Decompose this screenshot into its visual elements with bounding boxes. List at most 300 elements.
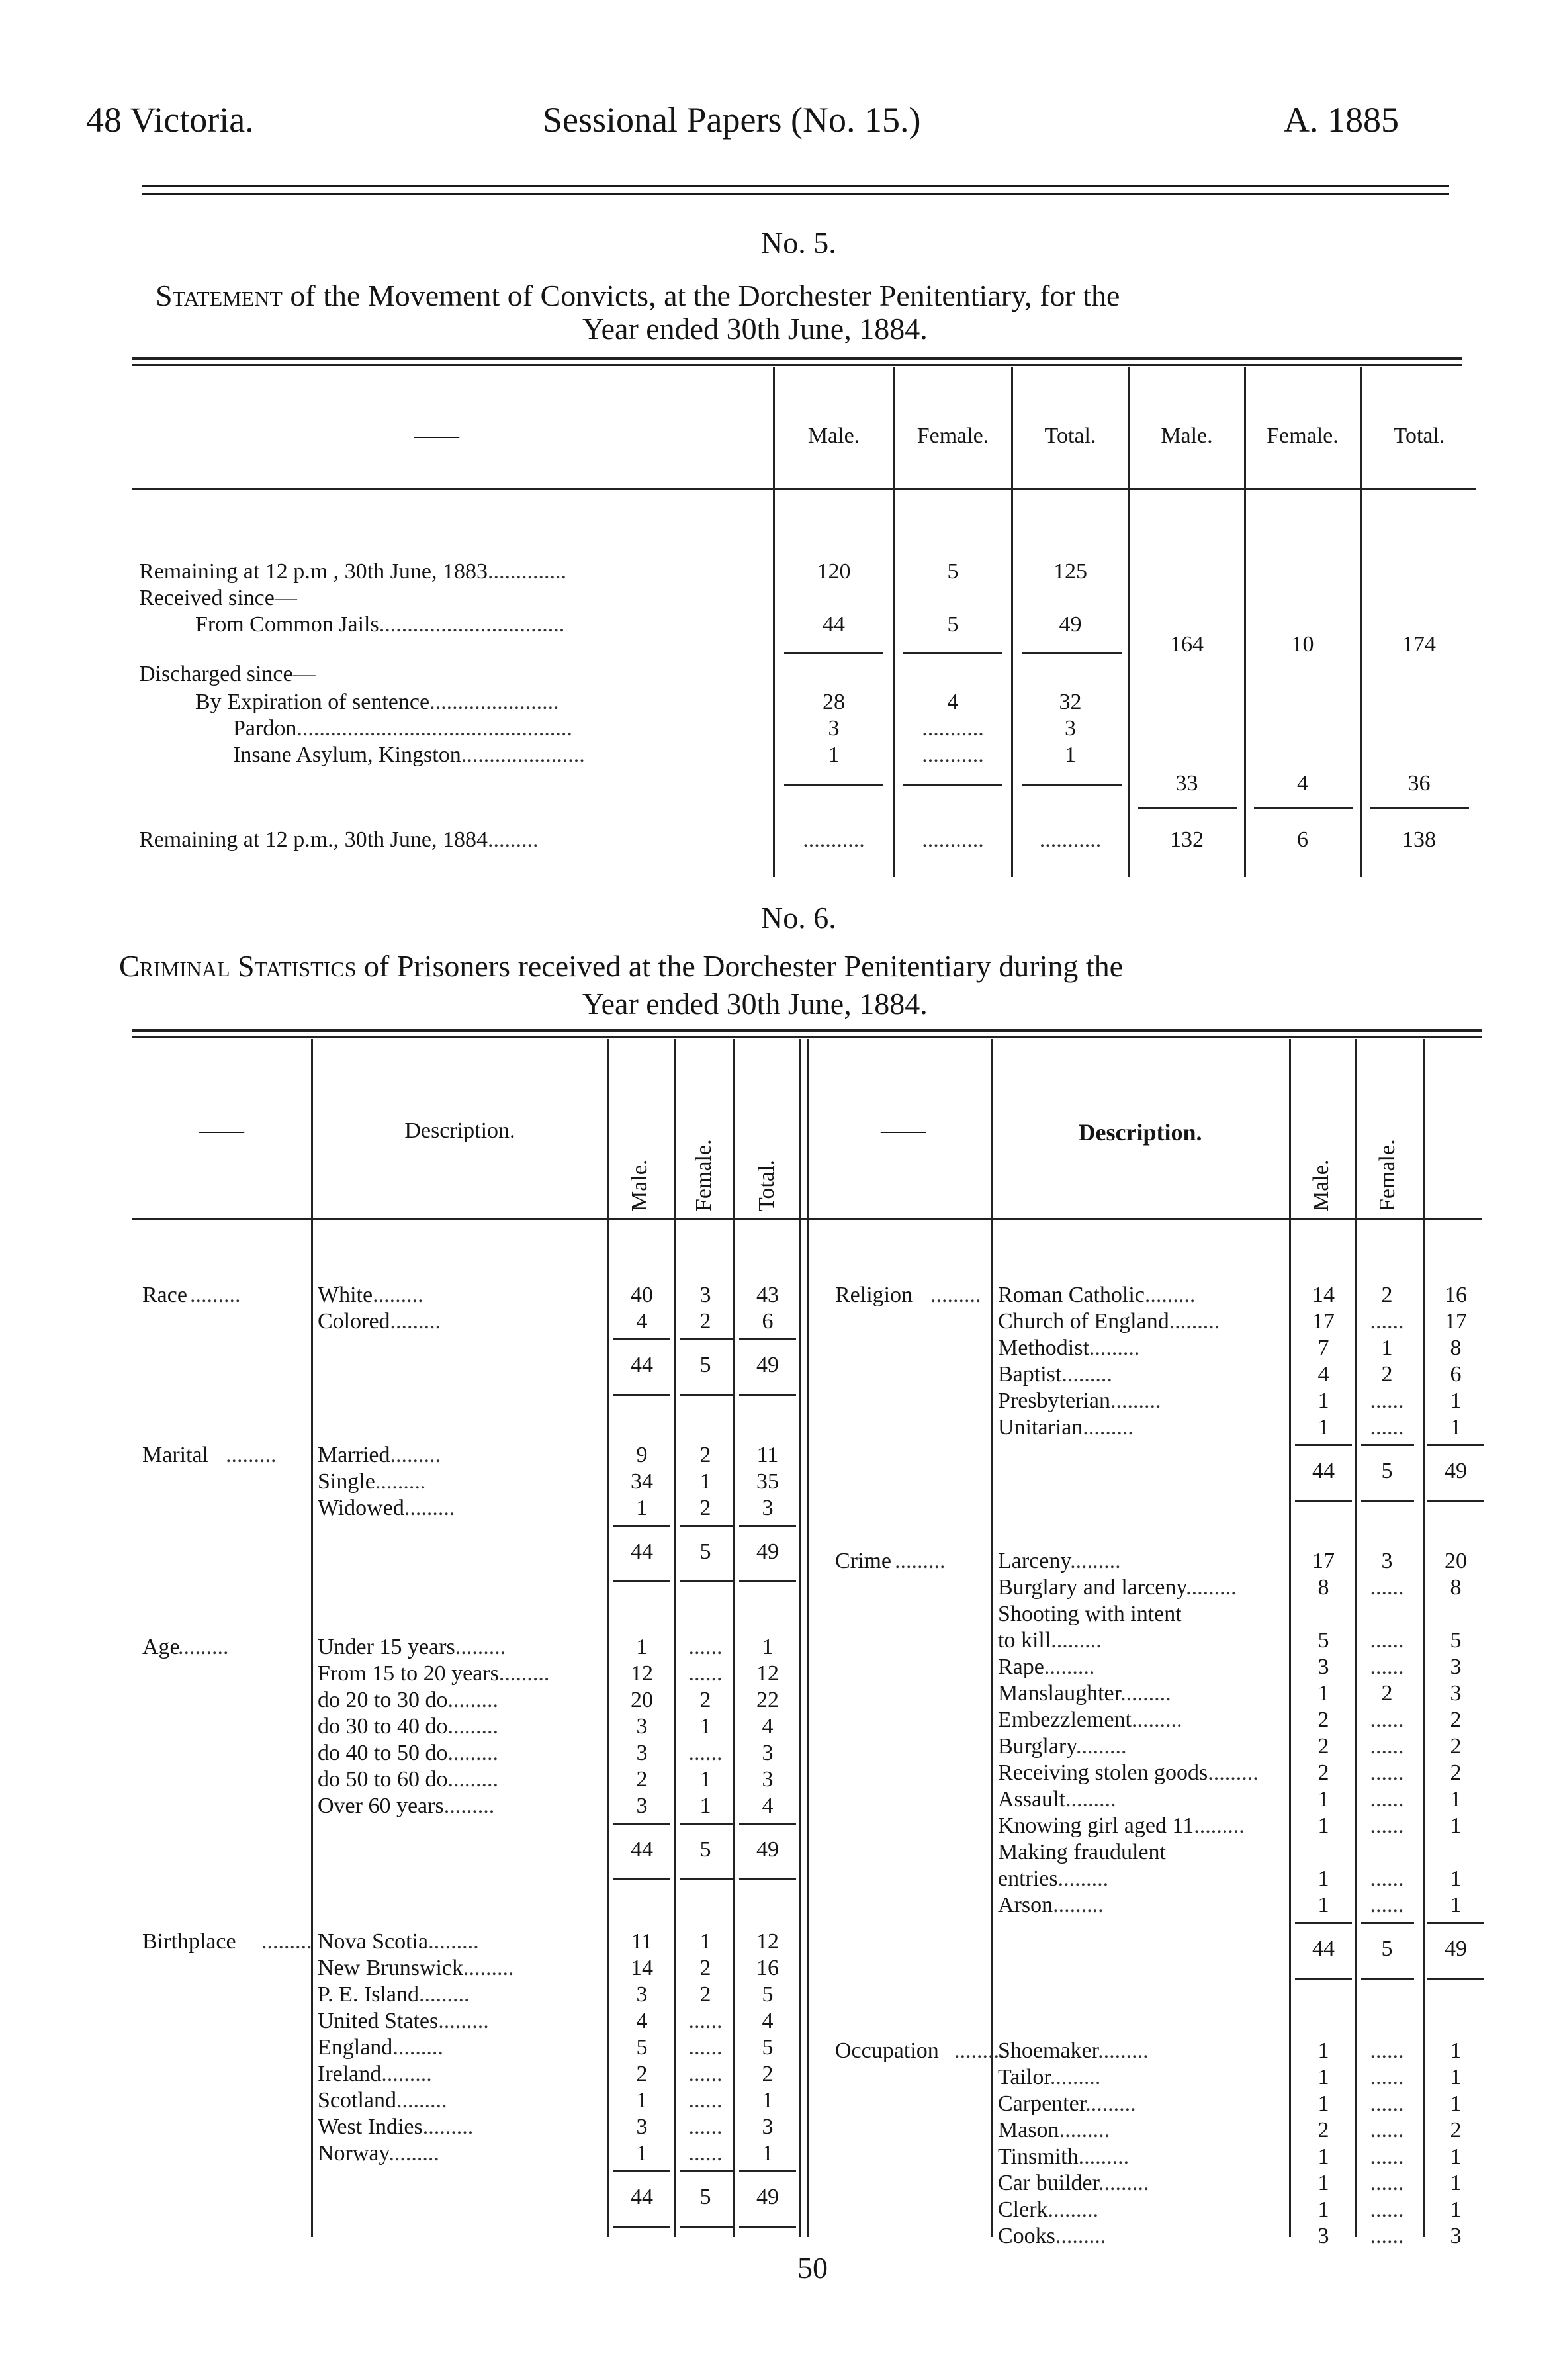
- table5-title: [156, 278, 1120, 313]
- total-rule: [680, 1580, 733, 1582]
- total-rule: [1295, 1500, 1352, 1502]
- t6-cell-female: 2: [1381, 1681, 1393, 1706]
- t6-cell-male: 1: [1317, 1813, 1329, 1838]
- t6-cell-total: 22: [756, 1688, 779, 1712]
- total-rule: [739, 1338, 796, 1340]
- t6-row-leader: .........: [463, 1956, 514, 1980]
- t5-cell-empty: ...........: [922, 716, 984, 741]
- t6-header-rule: [132, 1218, 1482, 1220]
- t6-row-description: Widowed: [318, 1496, 404, 1520]
- header-right: A. 1885: [1284, 100, 1399, 140]
- table5-top-rule: [132, 357, 1462, 360]
- t6-row-leader: .........: [1049, 2065, 1101, 2089]
- t5-row-common-jails: From Common Jails.................................: [195, 612, 565, 637]
- t6-age-row: [318, 1635, 506, 1660]
- t6-row-description: Ireland: [318, 2062, 382, 2086]
- t6-cell-empty: ......: [1370, 1309, 1404, 1334]
- t5-rule: [784, 784, 883, 786]
- t6-col-total-left: Total.: [754, 1160, 779, 1211]
- t6-row-leader: .........: [1098, 2171, 1149, 2195]
- t6-occupation-row: [998, 2038, 1149, 2064]
- t6-col-description-left: Description.: [404, 1119, 515, 1143]
- t6-row-leader: .........: [373, 1283, 423, 1307]
- t6-cell-male: 12: [631, 1661, 653, 1686]
- t5-cell: 3: [828, 716, 840, 741]
- t6-race-row: [318, 1283, 423, 1308]
- t6-birthplace-row: [318, 1929, 479, 1954]
- t6-row-description: Shooting with intent: [998, 1602, 1182, 1626]
- t6-marital-label: Marital: [142, 1443, 209, 1467]
- t6-crime-row: [998, 1734, 1127, 1759]
- t6-col-dash-left: ——: [199, 1119, 244, 1143]
- t6-cell-empty: ......: [1370, 1415, 1404, 1440]
- t6-row-description: to kill: [998, 1628, 1051, 1653]
- t6-religion-row: [998, 1415, 1134, 1440]
- t6-row-description: Knowing girl aged 11: [998, 1813, 1194, 1838]
- t6-cell-total: 8: [1450, 1336, 1462, 1360]
- t6-cell-total: 43: [756, 1283, 779, 1307]
- t6-cell-total: 6: [762, 1309, 774, 1334]
- total-rule: [739, 2226, 796, 2228]
- t6-cell-male: 17: [1312, 1549, 1335, 1573]
- total-rule: [739, 1823, 796, 1825]
- t5-cell: 4: [947, 690, 959, 714]
- total-rule: [680, 2170, 733, 2172]
- t6-col-description-right: Description.: [1078, 1119, 1202, 1146]
- t6-row-description: Assault: [998, 1787, 1065, 1811]
- t6-cell-empty: ......: [1370, 1628, 1404, 1653]
- t6-birthplace-row: [318, 2009, 489, 2034]
- header-center: Sessional Papers (No. 15.): [543, 100, 921, 140]
- t6-cell-total: 2: [762, 2062, 774, 2086]
- t6-row-leader: .........: [1186, 1575, 1237, 1600]
- t5-cell-empty: ...........: [922, 743, 984, 767]
- t5-rule: [903, 784, 1002, 786]
- t6-cell-female: 2: [699, 1443, 711, 1467]
- t6-cell-male: 1: [1317, 2144, 1329, 2169]
- t5-cell: 5: [947, 559, 959, 584]
- t6-cell-empty: ......: [1370, 2224, 1404, 2248]
- t6-cell-total: 3: [762, 1741, 774, 1765]
- t6-cell-total: 12: [756, 1929, 779, 1954]
- t6-row-leader: .........: [1053, 1893, 1104, 1917]
- t5-sum1-female: 10: [1291, 632, 1314, 657]
- t6-row-leader: .........: [396, 2088, 447, 2113]
- t6-row-leader: .........: [1044, 1655, 1095, 1679]
- t6-religion-row: [998, 1309, 1220, 1334]
- t5-cell: 28: [823, 690, 845, 714]
- t6-cell-total: 2: [1450, 2118, 1462, 2142]
- t6-cell-male: 2: [1317, 1761, 1329, 1785]
- table5-number: No. 5.: [761, 226, 836, 259]
- t6-cell-male: 4: [636, 1309, 648, 1334]
- t6-birthplace-row: [318, 1956, 514, 1981]
- t6-cell-male: 8: [1317, 1575, 1329, 1600]
- total-rule: [739, 1878, 796, 1880]
- t6-total-female: 5: [699, 1353, 711, 1377]
- t6-total-male: 44: [1312, 1459, 1335, 1483]
- t6-cell-empty: ......: [688, 2141, 723, 2166]
- table5-top-rule-2: [132, 364, 1462, 366]
- t5-cell-empty: ...........: [922, 827, 984, 852]
- t6-occupation-row: [998, 2144, 1129, 2170]
- t6-cell-female: 2: [699, 1309, 711, 1334]
- t5-col-total-2: Total.: [1393, 424, 1445, 448]
- t6-cell-total: 2: [1450, 1761, 1462, 1785]
- t6-crime-row: [998, 1866, 1108, 1892]
- t6-cell-male: 3: [1317, 1655, 1329, 1679]
- t6-col-dash-right: ——: [881, 1119, 926, 1143]
- t6-cell-empty: ......: [688, 2088, 723, 2113]
- t6-cell-male: 1: [1317, 2091, 1329, 2116]
- t5-cell: 3: [1065, 716, 1076, 741]
- total-rule: [680, 1394, 733, 1396]
- table6-title-line2: Year ended 30th June, 1884.: [582, 987, 928, 1021]
- t6-birthplace-row: [318, 2141, 439, 2166]
- t6-row-leader: .........: [390, 1309, 441, 1334]
- t6-occupation-row: [998, 2118, 1110, 2143]
- t6-total-total: 49: [1445, 1937, 1467, 1961]
- t6-cell-total: 1: [1450, 2038, 1462, 2063]
- t6-row-description: Tailor: [998, 2065, 1050, 2089]
- total-rule: [613, 2226, 670, 2228]
- table5-title-rest: of the Movement of Convicts, at the Dorchester Penitentiary, for the: [290, 279, 1120, 312]
- t6-row-description: Car builder: [998, 2171, 1099, 2195]
- t6-crime-row: [998, 1813, 1245, 1839]
- t6-crime-row: [998, 1761, 1259, 1786]
- t6-row-leader: .........: [443, 1794, 495, 1818]
- t6-total-female: 5: [1381, 1459, 1393, 1483]
- total-rule: [1361, 1978, 1414, 1980]
- t6-age-label: Age: [142, 1635, 180, 1659]
- t6-row-description: Under 15 years: [318, 1635, 455, 1659]
- t6-total-total: 49: [756, 1837, 779, 1862]
- t6-cell-total: 4: [762, 1794, 774, 1818]
- t5-row-remaining-1884: Remaining at 12 p.m., 30th June, 1884.........: [139, 827, 539, 852]
- t6-row-leader: .........: [498, 1661, 550, 1686]
- t6-cell-female: 1: [699, 1469, 711, 1494]
- t6-col-female-left: Female.: [691, 1139, 716, 1211]
- t6-cell-male: 1: [1317, 1893, 1329, 1917]
- t6-row-description: England: [318, 2035, 393, 2060]
- t6-cell-total: 3: [762, 1767, 774, 1792]
- t6-cell-total: 3: [1450, 2224, 1462, 2248]
- t6-cell-total: 2: [1450, 1708, 1462, 1732]
- t6-cell-total: 1: [1450, 2197, 1462, 2222]
- t6-age-row: [318, 1741, 498, 1766]
- t6-cell-male: 2: [1317, 1734, 1329, 1759]
- t6-cell-total: 1: [762, 2088, 774, 2113]
- table6-number: No. 6.: [761, 901, 836, 935]
- total-rule: [680, 1338, 733, 1340]
- t5-cell: 32: [1059, 690, 1082, 714]
- t5-col-male-2: Male.: [1161, 424, 1213, 448]
- t6-row-leader: .........: [447, 1741, 498, 1765]
- table6-top-rule-2: [132, 1036, 1482, 1038]
- t6-occupation-row: [998, 2171, 1149, 2196]
- t6-occupation-label: Occupation: [835, 2038, 939, 2063]
- t6-cell-total: 1: [1450, 1415, 1462, 1440]
- t6-row-description: Colored: [318, 1309, 390, 1334]
- t6-race-label: Race: [142, 1283, 187, 1307]
- t6-row-description: do 30 to 40 do: [318, 1714, 448, 1739]
- t6-cell-male: 1: [636, 1496, 648, 1520]
- t6-row-description: Scotland: [318, 2088, 396, 2113]
- t6-birthplace-row: [318, 2035, 443, 2060]
- t6-cell-male: 5: [1317, 1628, 1329, 1653]
- t6-row-description: do 50 to 60 do: [318, 1767, 448, 1792]
- t5-cell-empty: ...........: [803, 827, 865, 852]
- t6-total-male: 44: [631, 1539, 653, 1564]
- t6-total-male: 44: [1312, 1937, 1335, 1961]
- t6-row-leader: .........: [1144, 1283, 1196, 1307]
- t6-row-description: Making fraudulent: [998, 1840, 1166, 1864]
- t6-label-leader: .........: [178, 1635, 229, 1659]
- t6-age-row: [318, 1714, 498, 1739]
- t5-rule: [784, 652, 883, 654]
- t5-final-male: 132: [1170, 827, 1204, 852]
- t6-cell-female: 2: [1381, 1283, 1393, 1307]
- t6-row-description: entries: [998, 1866, 1058, 1891]
- table6-title-lead: Criminal Statistics: [119, 949, 357, 983]
- t6-row-leader: .........: [447, 1767, 498, 1792]
- t6-cell-male: 2: [1317, 2118, 1329, 2142]
- total-rule: [1427, 1978, 1484, 1980]
- t6-cell-male: 1: [1317, 1681, 1329, 1706]
- t6-cell-empty: ......: [688, 2009, 723, 2033]
- t6-label-leader: .........: [954, 2038, 1005, 2063]
- t6-row-description: Rape: [998, 1655, 1044, 1679]
- t6-row-leader: .........: [1059, 2118, 1110, 2142]
- t6-row-leader: .........: [1098, 2038, 1149, 2063]
- t5-rule: [1370, 807, 1469, 809]
- t6-cell-total: 3: [1450, 1681, 1462, 1706]
- table6-title-rest: of Prisoners received at the Dorchester Penitentiary during the: [364, 949, 1124, 983]
- t6-cell-empty: ......: [1370, 1866, 1404, 1891]
- t6-cell-total: 5: [762, 1982, 774, 2007]
- total-rule: [613, 1580, 670, 1582]
- t6-cell-male: 4: [636, 2009, 648, 2033]
- t6-occupation-row: [998, 2065, 1100, 2090]
- t6-crime-row: [998, 1681, 1171, 1706]
- t6-age-row: [318, 1767, 498, 1792]
- t6-age-row: [318, 1688, 498, 1713]
- t6-cell-male: 1: [1317, 2038, 1329, 2063]
- total-rule: [1427, 1444, 1484, 1446]
- total-rule: [1427, 1922, 1484, 1924]
- t6-cell-male: 1: [636, 2141, 648, 2166]
- t6-cell-empty: ......: [1370, 2144, 1404, 2169]
- t6-row-description: United States: [318, 2009, 439, 2033]
- t6-row-description: Burglary and larceny: [998, 1575, 1186, 1600]
- t6-cell-empty: ......: [1370, 2118, 1404, 2142]
- t6-row-leader: .........: [428, 1929, 479, 1954]
- t6-row-leader: .........: [438, 2009, 489, 2033]
- t6-cell-male: 1: [1317, 2065, 1329, 2089]
- t6-row-leader: .........: [381, 2062, 432, 2086]
- t6-cell-male: 1: [1317, 2171, 1329, 2195]
- total-rule: [680, 1525, 733, 1527]
- t6-cell-total: 4: [762, 1714, 774, 1739]
- total-rule: [1361, 1922, 1414, 1924]
- total-rule: [739, 1580, 796, 1582]
- t5-final-female: 6: [1297, 827, 1308, 852]
- total-rule: [613, 1394, 670, 1396]
- t6-row-description: Norway: [318, 2141, 389, 2166]
- t5-sum1-total: 174: [1402, 632, 1436, 657]
- t6-row-description: White: [318, 1283, 373, 1307]
- t6-row-leader: .........: [1051, 1628, 1102, 1653]
- t6-cell-total: 3: [1450, 1655, 1462, 1679]
- t5-col-dash: ——: [414, 424, 459, 448]
- t5-row-discharged: Discharged since—: [139, 662, 316, 686]
- total-rule: [739, 1525, 796, 1527]
- t6-cell-total: 12: [756, 1661, 779, 1686]
- t6-row-leader: .........: [1078, 2144, 1130, 2169]
- t6-occupation-row: [998, 2197, 1098, 2222]
- t6-cell-total: 5: [762, 2035, 774, 2060]
- t5-col-female-1: Female.: [916, 424, 989, 448]
- t6-row-description: Burglary: [998, 1734, 1077, 1759]
- t6-total-total: 49: [756, 1353, 779, 1377]
- t6-total-female: 5: [699, 1539, 711, 1564]
- total-rule: [1295, 1978, 1352, 1980]
- t6-row-description: Larceny: [998, 1549, 1071, 1573]
- t6-cell-male: 1: [1317, 1787, 1329, 1811]
- t6-birthplace-row: [318, 1982, 470, 2007]
- t5-cell-empty: ...........: [1039, 827, 1102, 852]
- t6-birthplace-row: [318, 2088, 447, 2113]
- total-rule: [680, 1878, 733, 1880]
- t6-cell-female: 2: [699, 1688, 711, 1712]
- t5-rule: [903, 652, 1002, 654]
- t6-cell-empty: ......: [688, 1661, 723, 1686]
- t6-row-leader: .........: [1047, 2197, 1099, 2222]
- t6-cell-male: 1: [636, 2088, 648, 2113]
- t6-cell-male: 20: [631, 1688, 653, 1712]
- t6-crime-row: [998, 1893, 1104, 1918]
- t6-cell-female: 1: [699, 1929, 711, 1954]
- t6-religion-row: [998, 1362, 1112, 1387]
- t6-cell-total: 1: [762, 1635, 774, 1659]
- t6-row-description: Mason: [998, 2118, 1059, 2142]
- t5-cell: 120: [817, 559, 851, 584]
- total-rule: [613, 1823, 670, 1825]
- t6-cell-empty: ......: [1370, 1575, 1404, 1600]
- t6-birthplace-label: Birthplace: [142, 1929, 236, 1954]
- t6-row-description: Methodist: [998, 1336, 1089, 1360]
- t6-cell-female: 2: [699, 1496, 711, 1520]
- t6-cell-male: 3: [636, 1741, 648, 1765]
- t6-occupation-row: [998, 2091, 1136, 2117]
- t6-cell-male: 3: [636, 2115, 648, 2139]
- t6-cell-total: 3: [762, 1496, 774, 1520]
- t6-cell-total: 4: [762, 2009, 774, 2033]
- t6-row-description: West Indies: [318, 2115, 423, 2139]
- t6-religion-row: [998, 1283, 1195, 1308]
- t6-row-leader: .........: [390, 1443, 441, 1467]
- total-rule: [1295, 1444, 1352, 1446]
- t6-total-total: 49: [756, 2185, 779, 2209]
- t6-cell-male: 2: [636, 2062, 648, 2086]
- t6-cell-empty: ......: [1370, 1655, 1404, 1679]
- t6-age-row: [318, 1794, 494, 1819]
- t6-cell-male: 11: [631, 1929, 653, 1954]
- t6-row-description: Receiving stolen goods: [998, 1761, 1208, 1785]
- t6-cell-empty: ......: [688, 1635, 723, 1659]
- t6-total-male: 44: [631, 1353, 653, 1377]
- t6-row-description: Embezzlement: [998, 1708, 1132, 1732]
- t6-row-description: Baptist: [998, 1362, 1062, 1387]
- t6-row-leader: .........: [447, 1714, 498, 1739]
- t6-row-description: From 15 to 20 years: [318, 1661, 499, 1686]
- total-rule: [613, 1525, 670, 1527]
- total-rule: [1361, 1444, 1414, 1446]
- t6-cell-empty: ......: [1370, 2065, 1404, 2089]
- total-rule: [1361, 1500, 1414, 1502]
- t6-row-description: Arson: [998, 1893, 1053, 1917]
- t6-cell-male: 34: [631, 1469, 653, 1494]
- t6-row-description: do 40 to 50 do: [318, 1741, 448, 1765]
- t6-cell-empty: ......: [1370, 2171, 1404, 2195]
- t5-cell: 5: [947, 612, 959, 637]
- t6-crime-row: [998, 1628, 1102, 1653]
- t6-row-leader: .........: [404, 1496, 455, 1520]
- t6-row-description: Carpenter: [998, 2091, 1086, 2116]
- t6-occupation-row: [998, 2224, 1106, 2249]
- t6-cell-female: 3: [1381, 1549, 1393, 1573]
- t6-row-leader: .........: [422, 2115, 474, 2139]
- t6-crime-row: [998, 1787, 1116, 1812]
- t5-sum2-female: 4: [1297, 771, 1308, 796]
- t6-cell-total: 6: [1450, 1362, 1462, 1387]
- t6-cell-total: 1: [1450, 2144, 1462, 2169]
- t6-crime-label: Crime: [835, 1549, 891, 1573]
- t6-age-row: [318, 1661, 549, 1686]
- t6-cell-total: 8: [1450, 1575, 1462, 1600]
- t6-marital-row: [318, 1443, 441, 1468]
- t6-cell-male: 3: [636, 1714, 648, 1739]
- t6-cell-female: 1: [1381, 1336, 1393, 1360]
- t6-cell-total: 1: [1450, 1389, 1462, 1413]
- t6-col-male-right: Male.: [1309, 1159, 1333, 1211]
- t6-row-description: do 20 to 30 do: [318, 1688, 448, 1712]
- t5-row-expiration: By Expiration of sentence.......................: [195, 690, 559, 714]
- header-rule: [142, 185, 1449, 187]
- t6-cell-total: 1: [1450, 2065, 1462, 2089]
- t6-cell-male: 40: [631, 1283, 653, 1307]
- t6-cell-total: 2: [1450, 1734, 1462, 1759]
- t6-cell-empty: ......: [688, 2035, 723, 2060]
- t6-row-description: Tinsmith: [998, 2144, 1079, 2169]
- t6-total-female: 5: [699, 1837, 711, 1862]
- t6-cell-total: 1: [1450, 1813, 1462, 1838]
- total-rule: [739, 2170, 796, 2172]
- t6-row-description: Church of England: [998, 1309, 1169, 1334]
- t6-cell-male: 4: [1317, 1362, 1329, 1387]
- t6-label-leader: .........: [226, 1443, 277, 1467]
- total-rule: [1427, 1500, 1484, 1502]
- t6-cell-empty: ......: [1370, 1761, 1404, 1785]
- t5-sum1-male: 164: [1170, 632, 1204, 657]
- t6-cell-total: 1: [1450, 1893, 1462, 1917]
- t5-col-total-1: Total.: [1044, 424, 1096, 448]
- t6-row-leader: .........: [1055, 2224, 1106, 2248]
- t5-cell: 49: [1059, 612, 1082, 637]
- t6-row-leader: .........: [1208, 1761, 1259, 1785]
- t5-row-remaining-1883: Remaining at 12 p.m , 30th June, 1883..............: [139, 559, 566, 584]
- t6-birthplace-row: [318, 2062, 432, 2087]
